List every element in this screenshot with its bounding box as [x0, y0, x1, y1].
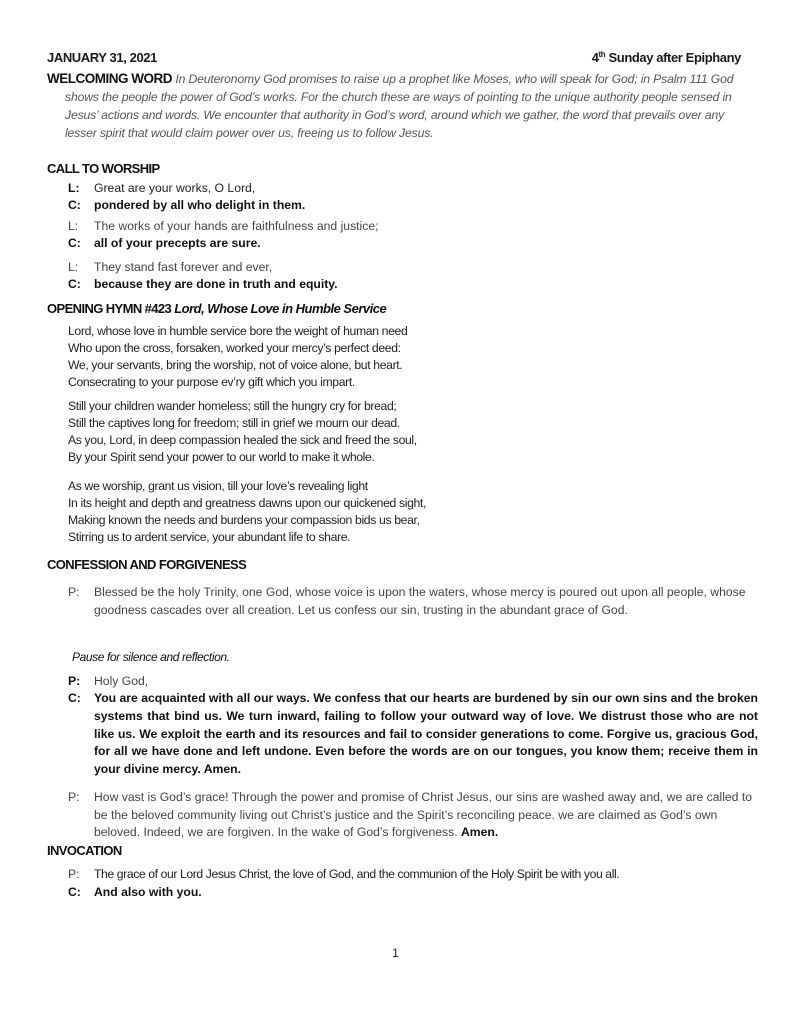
hymn-line: Stirring us to ardent service, your abundant life to share. — [68, 530, 351, 544]
confession-pastor-address — [68, 673, 758, 691]
confession-prayer-text: You are acquainted with all our ways. We confess that our hearts are burdened by sin our own sins and the broken systems that bind us. We turn inward, failing to follow your outward way of love. We distrust those who are not like us. We exploit the earth and its resources and fail to consider generations to come. Forgive us, gracious God, for all we have done and left undone. Even before the words are on our tongues, you know them; receive them in your divine mercy. Amen. — [94, 691, 758, 777]
confession-pastor-opening — [68, 584, 758, 619]
speaker-label: C: — [68, 885, 81, 899]
hymn-line: Lord, whose love in humble service bore the weight of human need — [68, 324, 408, 338]
hymn-verse-3 — [68, 478, 426, 546]
hymn-line: By your Spirit send your power to our world to make it whole. — [68, 450, 375, 464]
call-to-worship-heading: CALL TO WORSHIP — [47, 161, 160, 176]
speaker-label: P: — [68, 790, 80, 804]
confession-address-text: Holy God, — [94, 674, 149, 688]
speaker-label: C: — [68, 277, 81, 291]
hymn-title: Lord, Whose Love in Humble Service — [174, 301, 387, 316]
occasion-number: 4 — [591, 50, 599, 65]
forgiveness-text: How vast is God’s grace! Through the power and promise of Christ Jesus, our sins are washed away and, we are called to be the beloved community living out Christ’s justice and the Spirit’s reconciling peace. we are claimed as God’s own beloved. Indeed, we are forgiven. In the wake of God’s forgiveness. — [94, 790, 753, 839]
speaker-label: P: — [68, 674, 81, 688]
occasion-suffix: th — [598, 50, 606, 59]
speaker-label: L: — [68, 181, 80, 195]
forgiveness-amen: Amen. — [460, 825, 499, 839]
confession-heading: CONFESSION AND FORGIVENESS — [47, 557, 247, 572]
invocation-heading: INVOCATION — [47, 843, 122, 858]
confession-opening-text: Blessed be the holy Trinity, one God, whose voice is upon the waters, whose mercy is poured out upon all people, whose goodness cascades over all creation. Let us confess our sin, trusting in the abundant grace of God. — [94, 585, 746, 617]
hymn-line: Still the captives long for freedom; still in grief we mourn our dead. — [68, 416, 400, 430]
call-line-text: all of your precepts are sure. — [94, 236, 261, 250]
rubric-pause: Pause for silence and reflection. — [72, 650, 230, 664]
call-line-text: They stand fast forever and ever, — [94, 260, 273, 274]
liturgical-occasion — [592, 50, 741, 65]
occasion-rest: Sunday after Epiphany — [605, 50, 741, 65]
hymn-line: We, your servants, bring the worship, not of voice alone, but heart. — [68, 358, 403, 372]
forgiveness-text-wrap — [94, 789, 758, 842]
hymn-line: Still your children wander homeless; still the hungry cry for bread; — [68, 399, 397, 413]
call-line-text: because they are done in truth and equity. — [94, 277, 338, 291]
welcoming-word-label: WELCOMING WORD — [47, 71, 172, 86]
confession-congregation — [68, 690, 758, 779]
hymn-line: Who upon the cross, forsaken, worked your mercy’s perfect deed: — [68, 341, 401, 355]
speaker-label: L: — [68, 219, 79, 233]
speaker-label: C: — [68, 236, 81, 250]
speaker-label: C: — [68, 198, 81, 212]
hymn-line: Consecrating to your purpose ev’ry gift which you impart. — [68, 375, 355, 389]
hymn-line: Making known the needs and burdens your compassion bids us bear, — [68, 513, 420, 527]
speaker-label: P: — [68, 585, 80, 599]
call-line-text: Great are your works, O Lord, — [94, 181, 256, 195]
speaker-label: C: — [68, 691, 81, 705]
hymn-verse-2 — [68, 398, 417, 466]
hymn-line: As we worship, grant us vision, till your love’s revealing light — [68, 479, 368, 493]
page-header — [47, 50, 741, 66]
speaker-label: L: — [68, 260, 79, 274]
forgiveness-declaration — [68, 789, 758, 842]
call-line-text: pondered by all who delight in them. — [94, 198, 306, 212]
invocation-line-text: And also with you. — [94, 885, 202, 899]
page-number: 1 — [392, 946, 399, 960]
speaker-label: P: — [68, 867, 80, 881]
hymn-number: OPENING HYMN #423 — [47, 301, 172, 316]
invocation-line-text: The grace of our Lord Jesus Christ, the love of God, and the communion of the Holy Spirit be with you all. — [94, 867, 620, 881]
welcoming-word-text: In Deuteronomy God promises to raise up a prophet like Moses, who will speak for God; in Psalm 111 God shows the people the power of God’s works. For the church these are ways of pointing to the unique authority people sensed in Jesus’ actions and words. We encounter that authority in God’s word, around which we gather, the word that prevails over any lesser spirit that would claim power over us, freeing us to follow Jesus. — [65, 72, 734, 140]
hymn-line: As you, Lord, in deep compassion healed the sick and freed the soul, — [68, 433, 417, 447]
service-date: JANUARY 31, 2021 — [47, 50, 157, 65]
hymn-line: In its height and depth and greatness dawns upon our quickened sight, — [68, 496, 426, 510]
call-line-text: The works of your hands are faithfulness and justice; — [94, 219, 379, 233]
opening-hymn-heading — [47, 301, 386, 316]
welcoming-word — [47, 70, 747, 142]
hymn-verse-1 — [68, 323, 407, 391]
